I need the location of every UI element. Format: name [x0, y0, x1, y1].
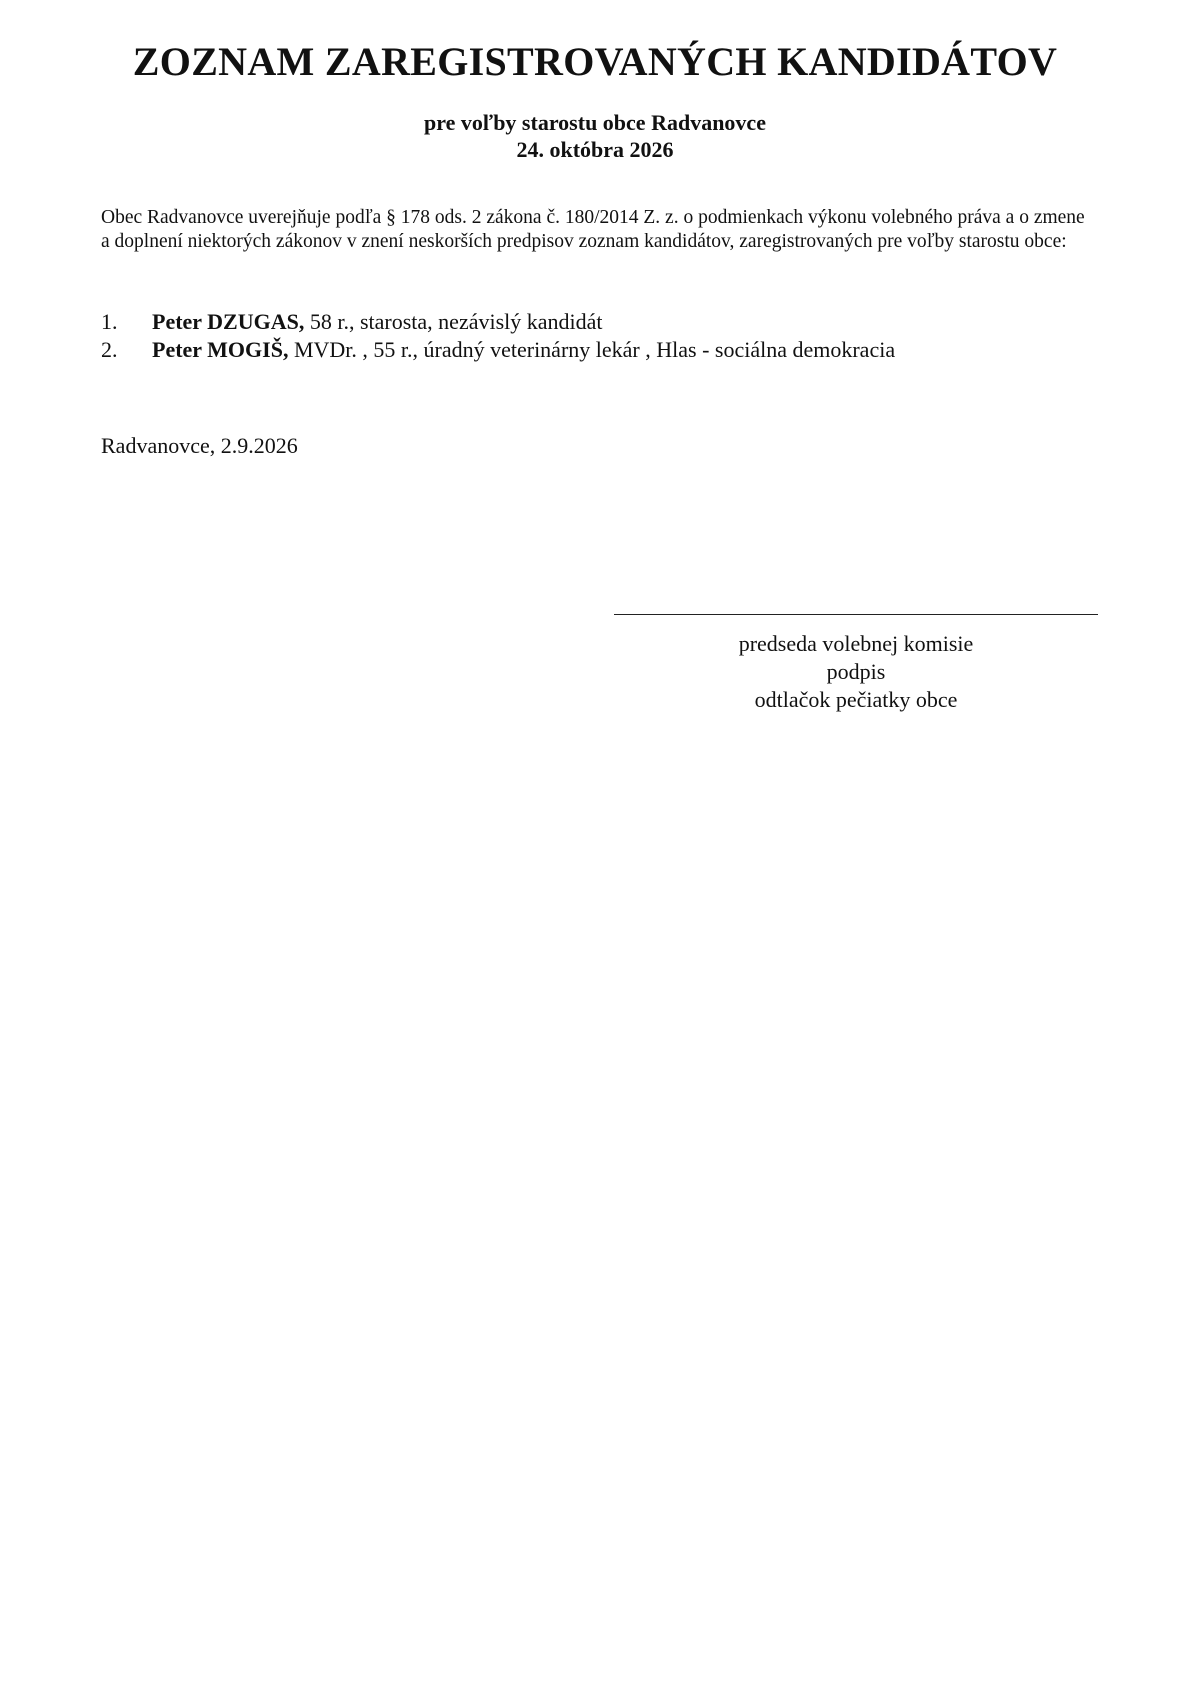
candidate-list [101, 308, 1101, 364]
candidate-text [152, 308, 603, 336]
candidate-name: Peter DZUGAS, [152, 309, 305, 334]
election-name: pre voľby starostu obce Radvanovce [424, 110, 766, 135]
signature-line [614, 614, 1098, 615]
intro-paragraph: Obec Radvanovce uverejňuje podľa § 178 ods. 2 zákona č. 180/2014 Z. z. o podmienkach výkonu volebného práva a o zmene a doplnení niektorých zákonov v znení neskorších predpisov zoznam kandidátov, zaregistrovaných pre voľby starostu obce: [101, 207, 1085, 252]
candidate-number: 1. [101, 309, 118, 334]
document-title: ZOZNAM ZAREGISTROVANÝCH KANDIDÁTOV [132, 39, 1058, 84]
candidate-item [101, 308, 1101, 336]
election-date: 24. októbra 2026 [516, 137, 674, 162]
signature-role: predseda volebnej komisie [738, 631, 974, 656]
place-and-date: Radvanovce, 2.9.2026 [101, 433, 298, 458]
candidate-name: Peter MOGIŠ, [152, 337, 289, 362]
signature-caption [614, 630, 1098, 714]
candidate-number: 2. [101, 337, 118, 362]
candidate-text [152, 336, 895, 364]
candidate-item [101, 336, 1101, 364]
signature-label: podpis [826, 659, 886, 684]
stamp-label: odtlačok pečiatky obce [754, 687, 958, 712]
election-subtitle [0, 109, 1190, 163]
candidate-details: MVDr. , 55 r., úradný veterinárny lekár , Hlas - sociálna demokracia [288, 337, 896, 362]
candidate-details: 58 r., starosta, nezávislý kandidát [304, 309, 603, 334]
